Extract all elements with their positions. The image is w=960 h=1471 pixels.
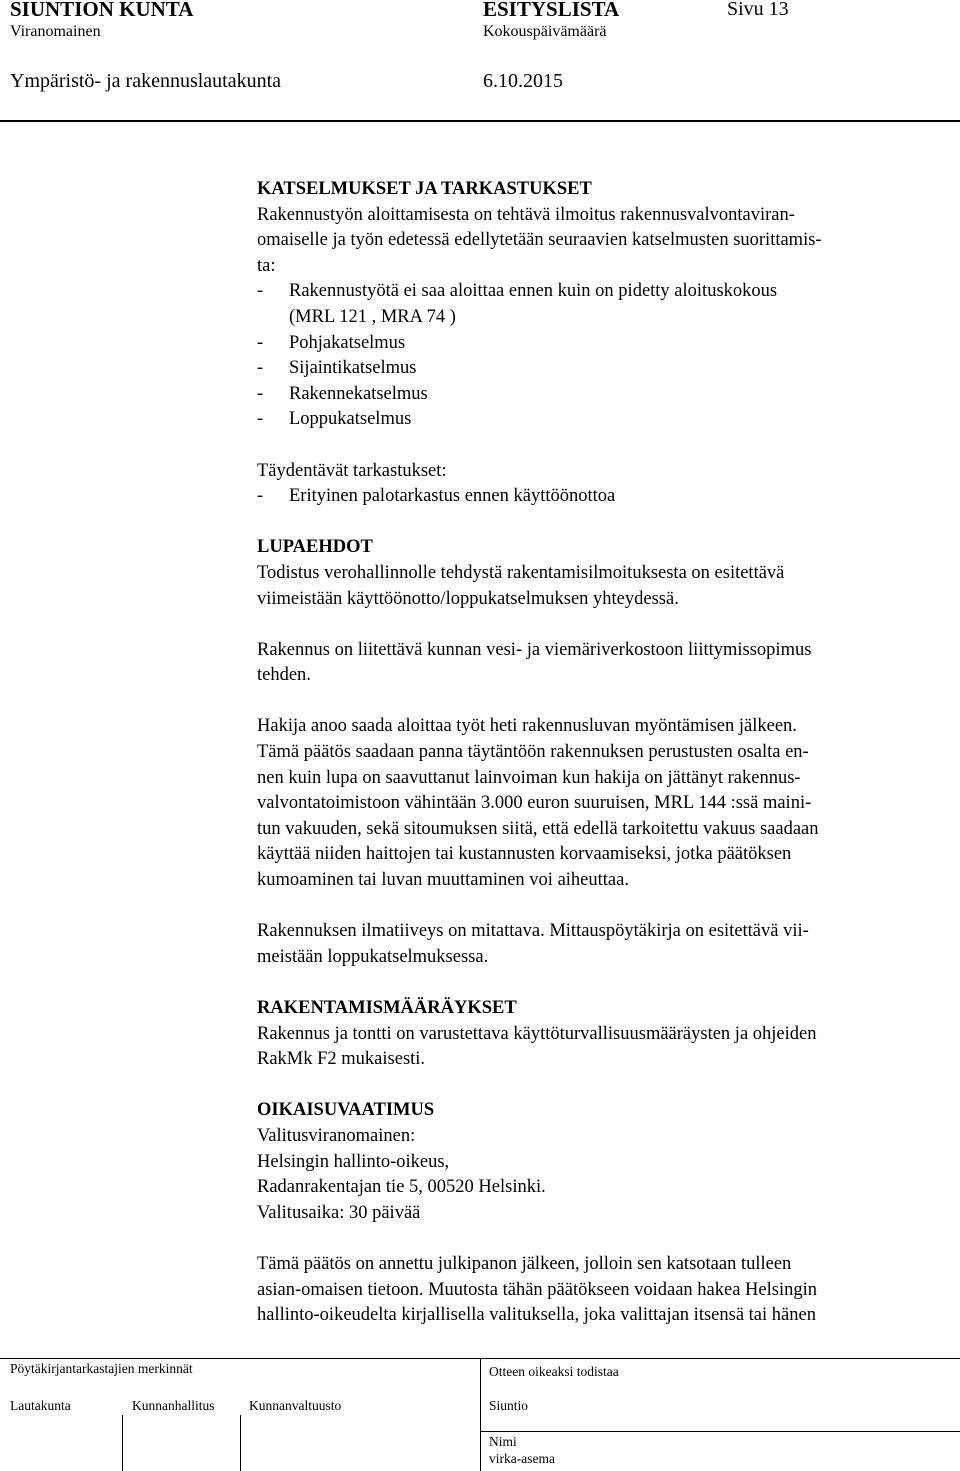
list-item — [257, 407, 957, 433]
place-label: Siuntio — [489, 1398, 529, 1413]
paragraph-line: RakMk F2 mukaisesti. — [257, 1049, 426, 1070]
list-dash: - — [257, 383, 264, 404]
municipal-council-label: Kunnanvaltuusto — [249, 1398, 342, 1413]
certified-copy-label: Otteen oikeaksi todistaa — [489, 1364, 619, 1379]
authority-label: Viranomainen — [10, 23, 101, 40]
subsection-title: Täydentävät tarkastukset: — [257, 460, 447, 481]
paragraph-line: kumoaminen tai luvan muuttaminen voi aiheuttaa. — [257, 870, 629, 891]
paragraph-line: viimeistään käyttöönotto/loppukatselmuksen yhteydessä. — [257, 588, 679, 609]
paragraph-line: ta: — [257, 255, 276, 276]
footer-column-divider — [480, 1358, 481, 1471]
list-item — [257, 382, 957, 408]
paragraph-line: Rakennus ja tontti on varustettava käyttöturvallisuusmääräysten ja ohjeiden — [257, 1023, 817, 1044]
list-dash: - — [257, 332, 264, 353]
document-type: ESITYSLISTA — [483, 0, 620, 21]
footer-cell-divider — [122, 1415, 123, 1471]
municipal-board-label: Kunnanhallitus — [132, 1398, 215, 1413]
paragraph-line: asian-omaisen tietoon. Muutosta tähän päätökseen voidaan hakea Helsingin — [257, 1279, 817, 1300]
paragraph-line: Rakennustyön aloittamisesta on tehtävä ilmoitus rakennusvalvontaviran- — [257, 204, 795, 225]
paragraph-line: Valitusviranomainen: — [257, 1125, 416, 1146]
list-item-text: Sijaintikatselmus — [289, 358, 417, 379]
paragraph-line: Rakennuksen ilmatiiveys on mitattava. Mittauspöytäkirja on esitettävä vii- — [257, 921, 809, 942]
list-item-continuation: (MRL 121 , MRA 74 ) — [289, 306, 456, 327]
position-label: virka-asema — [489, 1451, 555, 1466]
paragraph-line: tun vakuuden, sekä sitoumuksen siitä, että edellä tarkoitettu vakuus saadaan — [257, 818, 819, 839]
paragraph-line: valvontatoimistoon vähintään 3.000 euron suuruisen, MRL 144 :ssä maini- — [257, 793, 812, 814]
list-item — [257, 331, 957, 357]
meeting-date-label: Kokouspäivämäärä — [483, 23, 607, 40]
list-dash: - — [257, 409, 264, 430]
paragraph-line: nen kuin lupa on saavuttanut lainvoiman kun hakija on jättänyt rakennus- — [257, 767, 801, 788]
municipality-name: SIUNTION KUNTA — [10, 0, 194, 21]
list-item-text: Erityinen palotarkastus ennen käyttöönottoa — [289, 486, 616, 507]
footer-cell-divider — [240, 1415, 241, 1471]
paragraph-line: Rakennus on liitettävä kunnan vesi- ja viemäriverkostoon liittymissopimus — [257, 639, 812, 660]
paragraph-line: omaiselle ja työn edetessä edellytetään seuraavien katselmusten suorittamis- — [257, 230, 822, 251]
paragraph-line: Todistus verohallinnolle tehdystä rakentamisilmoituksesta on esitettävä — [257, 562, 785, 583]
list-item — [257, 484, 957, 510]
page-number: Sivu 13 — [727, 0, 789, 20]
meeting-date: 6.10.2015 — [483, 70, 563, 92]
board-label: Lautakunta — [10, 1398, 71, 1413]
paragraph-line: meistään loppukatselmuksessa. — [257, 946, 489, 967]
list-dash: - — [257, 281, 264, 302]
list-dash: - — [257, 486, 264, 507]
paragraph-line: käyttää niiden haittojen tai kustannusten korvaamiseksi, jotka päätöksen — [257, 844, 792, 865]
section-title-katselmukset: KATSELMUKSET JA TARKASTUKSET — [257, 179, 592, 199]
list-item-text: Rakennekatselmus — [289, 383, 428, 404]
paragraph-line: Helsingin hallinto-oikeus, — [257, 1151, 450, 1172]
paragraph-line: Tämä päätös saadaan panna täytäntöön rakennuksen perustusten osalta en- — [257, 742, 809, 763]
paragraph-line: Valitusaika: 30 päivää — [257, 1202, 421, 1223]
authority-name: Ympäristö- ja rakennuslautakunta — [10, 70, 282, 92]
paragraph-line: Tämä päätös on annettu julkipanon jälkeen, jolloin sen katsotaan tulleen — [257, 1253, 792, 1274]
document-body — [257, 177, 957, 1329]
checkers-label: Pöytäkirjantarkastajien merkinnät — [10, 1361, 193, 1376]
list-item — [257, 279, 957, 305]
paragraph-line: Radanrakentajan tie 5, 00520 Helsinki. — [257, 1177, 546, 1198]
list-item-text: Loppukatselmus — [289, 409, 412, 430]
header-divider — [0, 120, 960, 122]
list-item-text: Rakennustyötä ei saa aloittaa ennen kuin on pidetty aloituskokous — [289, 281, 778, 302]
section-title-oikaisuvaatimus: OIKAISUVAATIMUS — [257, 1100, 435, 1121]
section-title-lupaehdot: LUPAEHDOT — [257, 537, 373, 558]
paragraph-line: tehden. — [257, 665, 311, 686]
paragraph-line: Hakija anoo saada aloittaa työt heti rakennusluvan myöntämisen jälkeen. — [257, 716, 797, 737]
section-title-rakentamismaaraykset: RAKENTAMISMÄÄRÄYKSET — [257, 998, 517, 1018]
footer-row-divider — [480, 1431, 960, 1432]
paragraph-line: hallinto-oikeudelta kirjallisella valituksella, joka valittajan itsensä tai hänen — [257, 1305, 816, 1326]
list-item — [257, 356, 957, 382]
name-label: Nimi — [489, 1434, 517, 1449]
list-item-text: Pohjakatselmus — [289, 332, 406, 353]
list-dash: - — [257, 358, 264, 379]
